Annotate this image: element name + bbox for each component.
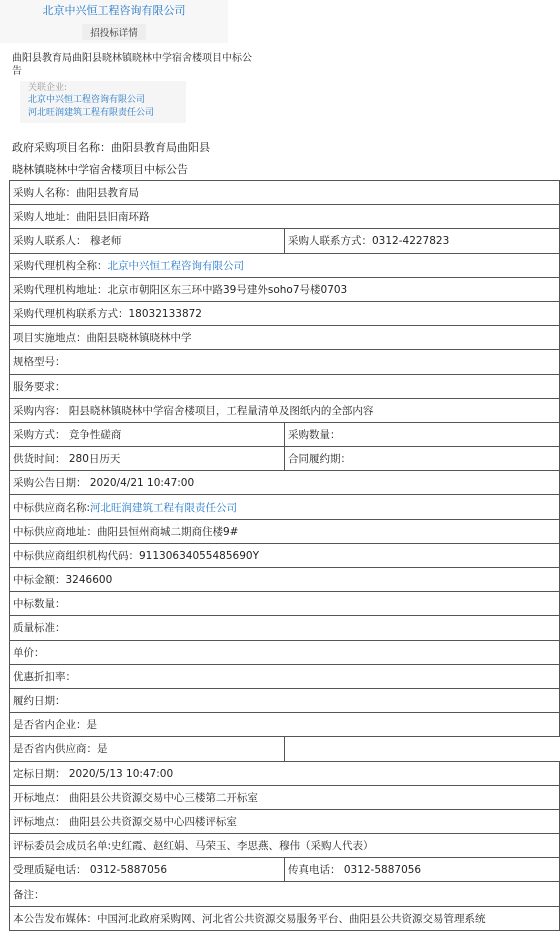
table-cell: 采购人地址：曲阳县旧南环路 <box>10 205 560 229</box>
table-row <box>10 205 560 229</box>
table-cell: 优惠折扣率： <box>10 664 560 688</box>
table-row <box>10 664 560 688</box>
table-row <box>10 471 560 495</box>
table-cell: 传真电话： 0312-5887056 <box>285 858 560 882</box>
table-row <box>10 882 560 906</box>
table-row <box>10 809 560 833</box>
table-cell: 中标供应商组织机构代码：91130634055485690Y <box>10 543 560 567</box>
notice-title: 曲阳县教育局曲阳县晓林镇晓林中学宿舍楼项目中标公告 <box>12 53 252 77</box>
table-cell: 本公告发布媒体：中国河北政府采购网、河北省公共资源交易服务平台、曲阳县公共资源交易管理系统 <box>10 906 560 930</box>
table-row <box>10 277 560 301</box>
table-row <box>10 737 560 761</box>
table-row <box>10 519 560 543</box>
table-cell: 中标数量： <box>10 592 560 616</box>
table-cell: 服务要求： <box>10 374 560 398</box>
table-cell <box>10 495 560 519</box>
company-title-link[interactable]: 北京中兴恒工程咨询有限公司 <box>42 4 186 17</box>
table-row <box>10 326 560 350</box>
table-cell: 采购内容： 阳县晓林镇晓林中学宿舍楼项目，工程量清单及图纸内的全部内容 <box>10 398 560 422</box>
table-row <box>10 785 560 809</box>
table-row <box>10 253 560 277</box>
table-row <box>10 301 560 325</box>
table-cell: 评标地点： 曲阳县公共资源交易中心四楼评标室 <box>10 809 560 833</box>
table-cell: 定标日期： 2020/5/13 10:47:00 <box>10 761 560 785</box>
table-cell: 中标金额：3246600 <box>10 568 560 592</box>
table-cell: 采购公告日期： 2020/4/21 10:47:00 <box>10 471 560 495</box>
table-cell: 单价： <box>10 640 560 664</box>
table-cell <box>10 253 560 277</box>
related-company-link[interactable]: 河北旺润建筑工程有限责任公司 <box>28 108 155 118</box>
table-row <box>10 834 560 858</box>
table-row <box>10 181 560 205</box>
table-row <box>10 350 560 374</box>
table-cell: 开标地点： 曲阳县公共资源交易中心三楼第二开标室 <box>10 785 560 809</box>
table-cell: 采购人名称：曲阳县教育局 <box>10 181 560 205</box>
project-name-line: 晓林镇晓林中学宿舍楼项目中标公告 <box>12 163 188 176</box>
table-cell: 采购人联系方式：0312-4227823 <box>285 229 560 253</box>
table-row <box>10 640 560 664</box>
table-row <box>10 447 560 471</box>
info-table <box>9 180 560 931</box>
table-row <box>10 616 560 640</box>
table-cell: 是否省内供应商：是 <box>10 737 285 761</box>
table-row <box>10 713 560 737</box>
table-cell: 评标委员会成员名单:史红霞、赵红娟、马荣玉、李思燕、穆伟（采购人代表） <box>10 834 560 858</box>
table-row <box>10 592 560 616</box>
table-cell: 采购方式： 竞争性磋商 <box>10 422 285 446</box>
notice-section <box>0 43 560 123</box>
table-cell: 供货时间： 280日历天 <box>10 447 285 471</box>
table-row <box>10 543 560 567</box>
table-row <box>10 398 560 422</box>
table-row <box>10 568 560 592</box>
table-cell: 质量标准： <box>10 616 560 640</box>
table-cell: 备注： <box>10 882 560 906</box>
table-cell: 履约日期： <box>10 688 560 712</box>
table-cell: 采购代理机构联系方式：18032133872 <box>10 301 560 325</box>
table-row <box>10 229 560 253</box>
related-company-link[interactable]: 北京中兴恒工程咨询有限公司 <box>28 95 146 105</box>
table-cell: 规格型号： <box>10 350 560 374</box>
table-cell: 采购数量： <box>285 422 560 446</box>
field-label: 采购代理机构全称： <box>13 259 108 272</box>
page-header <box>0 0 228 43</box>
table-cell: 采购人联系人： 穆老师 <box>10 229 285 253</box>
table-cell: 合同履约期： <box>285 447 560 471</box>
table-cell: 是否省内企业：是 <box>10 713 560 737</box>
table-cell: 中标供应商地址：曲阳县恒州商城二期商住楼9# <box>10 519 560 543</box>
table-row <box>10 761 560 785</box>
table-row <box>10 422 560 446</box>
company-link[interactable]: 河北旺润建筑工程有限责任公司 <box>90 501 238 514</box>
field-label: 中标供应商名称: <box>13 501 91 514</box>
table-row <box>10 906 560 930</box>
related-label: 关联企业: <box>28 83 68 93</box>
table-cell <box>285 737 560 761</box>
table-row <box>10 688 560 712</box>
table-row <box>10 374 560 398</box>
page-subtitle: 招投标详情 <box>82 24 146 40</box>
table-cell: 受理质疑电话： 0312-5887056 <box>10 858 285 882</box>
company-link[interactable]: 北京中兴恒工程咨询有限公司 <box>107 259 244 272</box>
project-name <box>0 137 560 181</box>
table-cell: 项目实施地点：曲阳县晓林镇晓林中学 <box>10 326 560 350</box>
table-cell: 采购代理机构地址：北京市朝阳区东三环中路39号建外soho7号楼0703 <box>10 277 560 301</box>
table-row <box>10 858 560 882</box>
project-name-line: 政府采购项目名称：曲阳县教育局曲阳县 <box>12 141 210 154</box>
table-row <box>10 495 560 519</box>
related-companies <box>20 81 186 123</box>
